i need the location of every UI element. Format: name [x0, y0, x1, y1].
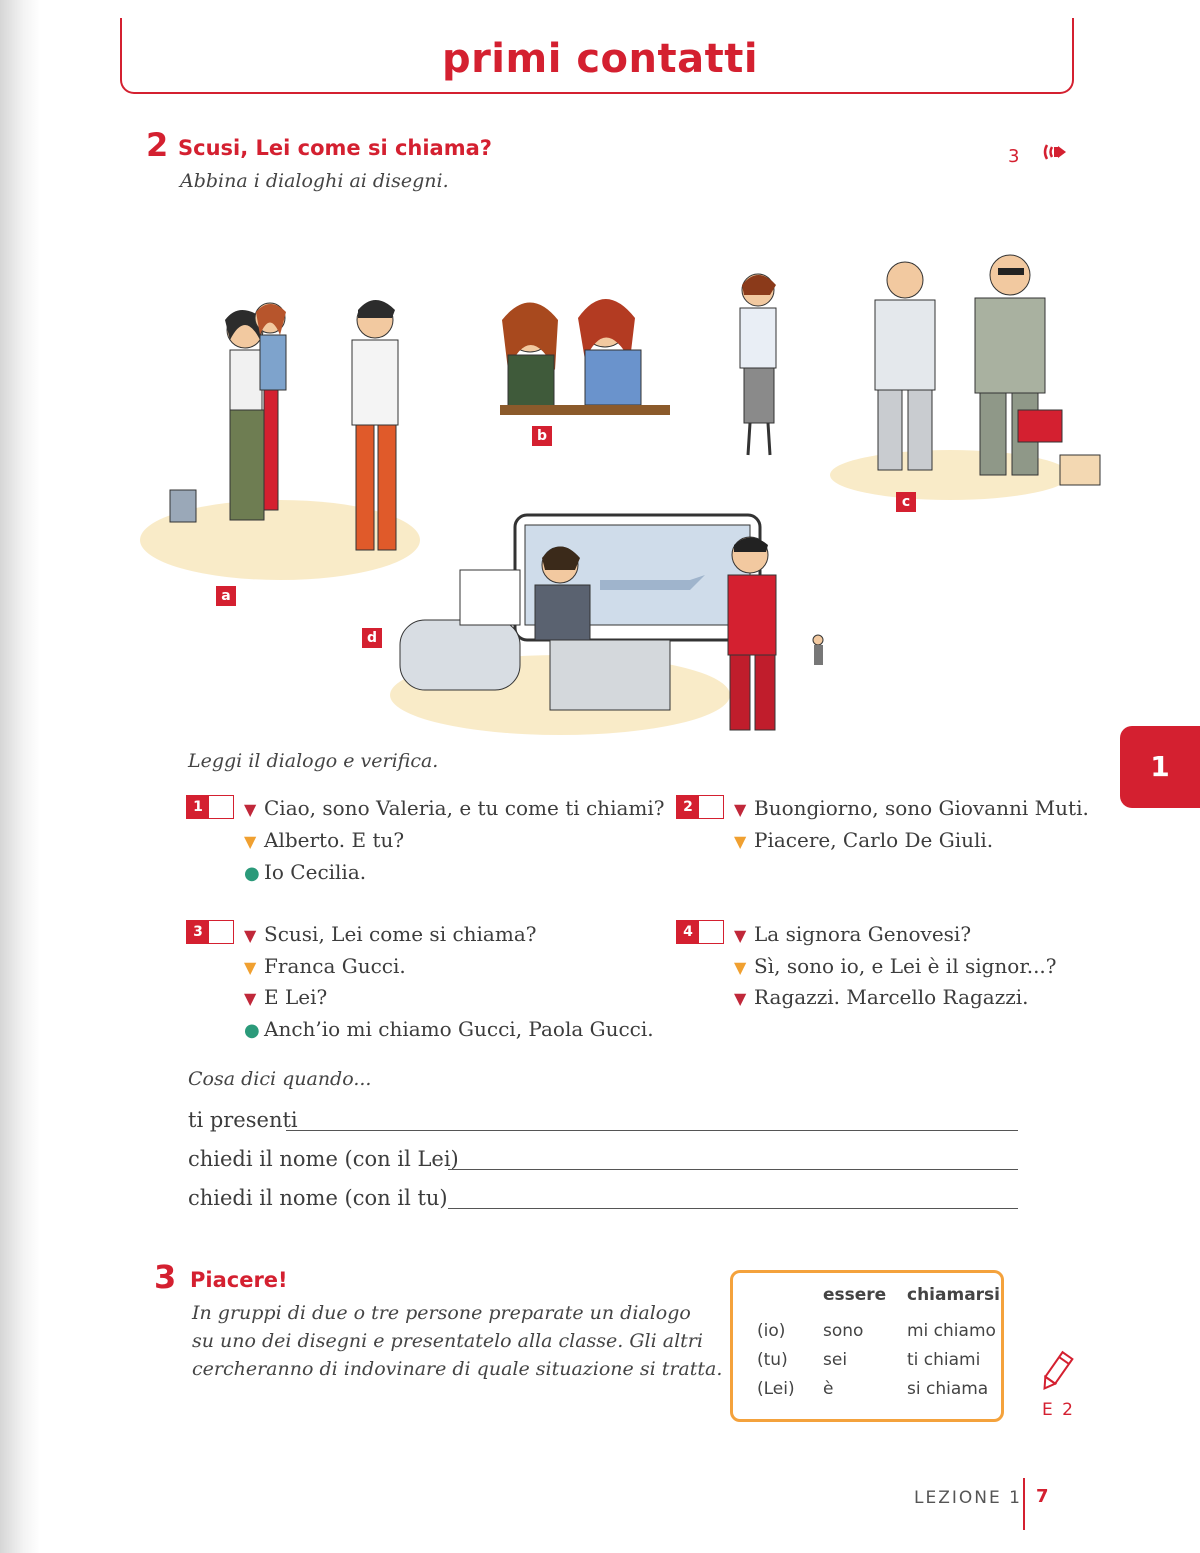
- image-label-d: d: [362, 628, 382, 648]
- exercise-2-title: Scusi, Lei come si chiama?: [178, 136, 492, 160]
- dialogue-line: ▼ Sì, sono io, e Lei è il signor...?: [734, 954, 1057, 978]
- dialogue-line: ▼ Ciao, sono Valeria, e tu come ti chiami?: [244, 796, 665, 820]
- page-number: 7: [1036, 1486, 1049, 1507]
- grammar-essere-form: è: [823, 1379, 834, 1399]
- dialogue-1-number: 1: [187, 796, 209, 818]
- dialogue-4-number: 4: [677, 921, 699, 943]
- dialogue-line: ▼ E Lei?: [244, 985, 328, 1009]
- dialogue-2-number: 2: [677, 796, 699, 818]
- dialogue-illustration: [130, 240, 1120, 740]
- dialogue-2-answer-box[interactable]: [676, 795, 724, 819]
- pencil-icon: [1036, 1348, 1076, 1400]
- grammar-pronoun: (tu): [757, 1350, 788, 1370]
- orange-triangle-icon: ▼: [734, 832, 747, 851]
- dialogue-line: ▼ Ragazzi. Marcello Ragazzi.: [734, 985, 1029, 1009]
- dialogue-3-number: 3: [187, 921, 209, 943]
- image-label-b: b: [532, 426, 552, 446]
- dialogue-line: ▼ La signora Genovesi?: [734, 922, 972, 946]
- green-dot-icon: ●: [244, 863, 260, 884]
- footer-lesson: LEZIONE 1: [914, 1488, 1022, 1508]
- red-triangle-icon: ▼: [244, 926, 257, 945]
- grammar-essere-form: sono: [823, 1321, 864, 1341]
- dialogue-4-answer-box[interactable]: [676, 920, 724, 944]
- dialogue-line: ● Anch’io mi chiamo Gucci, Paola Gucci.: [244, 1017, 654, 1041]
- page-binding-shadow: [0, 0, 40, 1553]
- dialogue-3-answer-box[interactable]: [186, 920, 234, 944]
- grammar-essere-form: sei: [823, 1350, 848, 1370]
- scene-c-businessmen-illustration: [830, 255, 1100, 500]
- dialogue-line: ● Io Cecilia.: [244, 860, 367, 884]
- footer-divider: [1023, 1478, 1025, 1530]
- scene-b-two-women-illustration: [500, 299, 670, 415]
- exercise-3-instruction-line: su uno dei disegni e presentatelo alla classe. Gli altri: [192, 1330, 703, 1352]
- grammar-box: [730, 1270, 1004, 1422]
- image-label-c: c: [896, 492, 916, 512]
- grammar-pronoun: (Lei): [757, 1379, 795, 1399]
- exercise-3-number: 3: [154, 1258, 177, 1296]
- verify-instruction: Leggi il dialogo e verifica.: [188, 750, 439, 772]
- audio-speaker-icon[interactable]: [1041, 142, 1067, 167]
- scene-woman-presenter-illustration: [740, 274, 776, 455]
- scene-d-airport-illustration: [390, 515, 823, 735]
- question-label: ti presenti: [188, 1108, 298, 1132]
- dialogue-line: ▼ Franca Gucci.: [244, 954, 406, 978]
- image-label-a: a: [216, 586, 236, 606]
- grammar-header-chiamarsi: chiamarsi: [907, 1285, 1000, 1305]
- exercise-3-instruction-line: cercheranno di indovinare di quale situazione si tratta.: [192, 1358, 723, 1380]
- orange-triangle-icon: ▼: [244, 832, 257, 851]
- dialogue-line: ▼ Buongiorno, sono Giovanni Muti.: [734, 796, 1089, 820]
- grammar-pronoun: (io): [757, 1321, 786, 1341]
- scene-a-party-illustration: [140, 300, 420, 580]
- red-triangle-icon: ▼: [734, 926, 747, 945]
- grammar-chiamarsi-form: mi chiamo: [907, 1321, 996, 1341]
- question-intro: Cosa dici quando...: [188, 1068, 372, 1090]
- answer-field-nome-lei[interactable]: [448, 1169, 1018, 1170]
- dialogue-line: ▼ Scusi, Lei come si chiama?: [244, 922, 537, 946]
- red-triangle-icon: ▼: [244, 800, 257, 819]
- exercise-2-instruction: Abbina i dialoghi ai disegni.: [180, 170, 449, 192]
- audio-track[interactable]: [1008, 142, 1067, 167]
- lesson-tab: 1: [1120, 726, 1200, 808]
- page-title: primi contatti: [441, 36, 759, 82]
- exercise-3-title: Piacere!: [190, 1268, 288, 1292]
- grammar-chiamarsi-form: ti chiami: [907, 1350, 981, 1370]
- red-triangle-icon: ▼: [734, 800, 747, 819]
- red-triangle-icon: ▼: [244, 989, 257, 1008]
- answer-field-ti-presenti[interactable]: [286, 1130, 1018, 1131]
- audio-track-number: 3: [1008, 146, 1020, 167]
- green-dot-icon: ●: [244, 1020, 260, 1041]
- orange-triangle-icon: ▼: [734, 958, 747, 977]
- orange-triangle-icon: ▼: [244, 958, 257, 977]
- red-triangle-icon: ▼: [734, 989, 747, 1008]
- grammar-chiamarsi-form: si chiama: [907, 1379, 989, 1399]
- question-label: chiedi il nome (con il tu): [188, 1186, 448, 1210]
- dialogue-line: ▼ Alberto. E tu?: [244, 828, 405, 852]
- answer-field-nome-tu[interactable]: [448, 1208, 1018, 1209]
- exercise-3-instruction-line: In gruppi di due o tre persone preparate un dialogo: [192, 1302, 691, 1324]
- exercise-2-number: 2: [146, 126, 169, 164]
- question-label: chiedi il nome (con il Lei): [188, 1147, 459, 1171]
- dialogue-line: ▼ Piacere, Carlo De Giuli.: [734, 828, 994, 852]
- workbook-reference: E 2: [1042, 1400, 1075, 1420]
- grammar-header-essere: essere: [823, 1285, 887, 1305]
- dialogue-1-answer-box[interactable]: [186, 795, 234, 819]
